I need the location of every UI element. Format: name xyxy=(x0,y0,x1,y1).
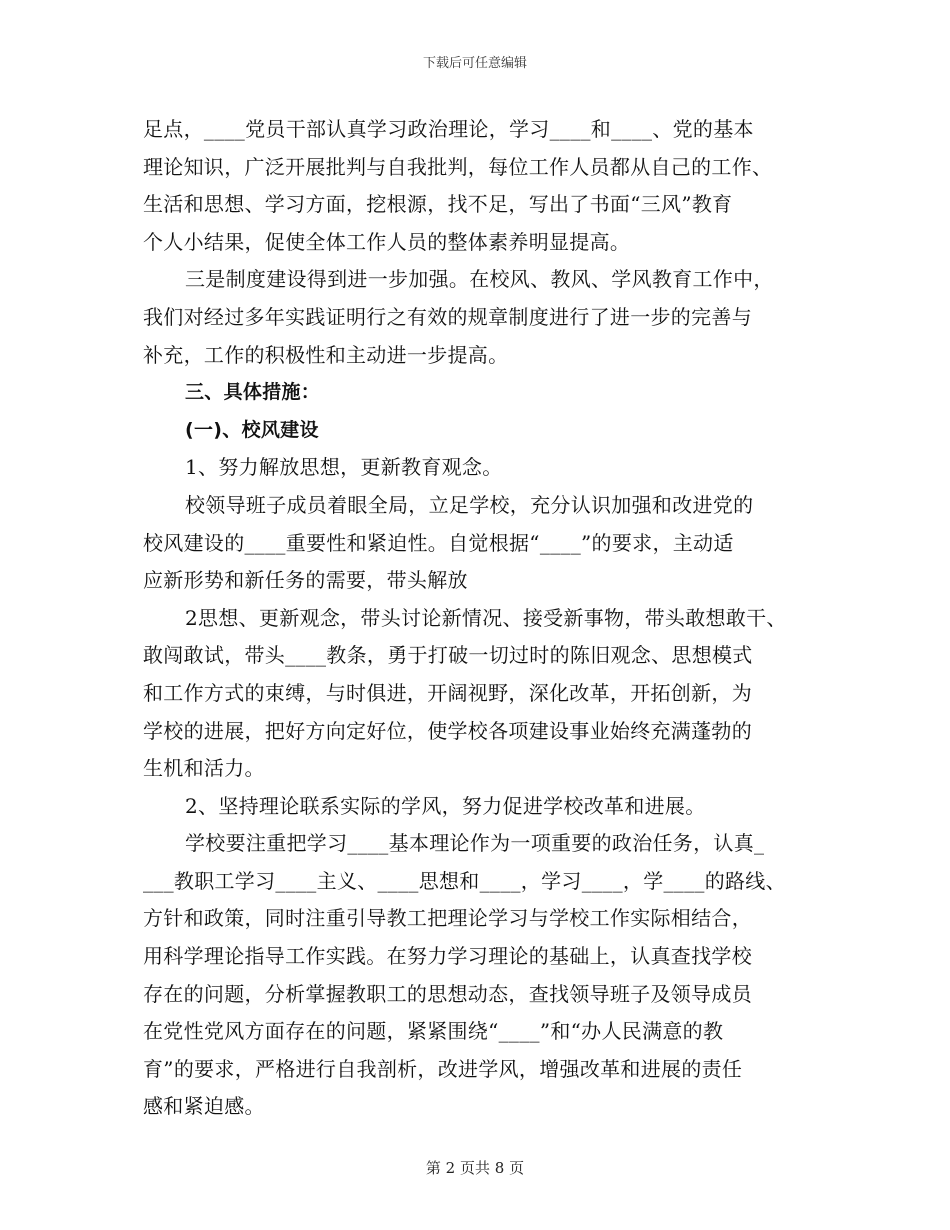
subsection-heading: (一)、校风建设 xyxy=(185,418,319,441)
paragraph-line: 用科学理论指导工作实践。在努力学习理论的基础上，认真查找学校 xyxy=(143,944,752,969)
paragraph-line: 2思想、更新观念，带头讨论新情况、接受新事物，带头敢想敢干、 xyxy=(185,605,787,630)
paragraph-line: 三是制度建设得到进一步加强。在校风、教风、学风教育工作中， xyxy=(185,267,774,292)
paragraph-line: 生机和活力。 xyxy=(143,756,265,781)
section-heading: 三、具体措施： xyxy=(185,381,321,404)
paragraph-line: 理论知识，广泛开展批判与自我批判，每位工作人员都从自己的工作、 xyxy=(143,154,773,179)
paragraph-line: 我们对经过多年实践证明行之有效的规章制度进行了进一步的完善与 xyxy=(143,304,752,329)
paragraph-line: 补充，工作的积极性和主动进一步提高。 xyxy=(143,342,509,367)
paragraph-line: 存在的问题，分析掌握教职工的思想动态，查找领导班子及领导成员 xyxy=(143,981,752,1006)
paragraph-line: 感和紧迫感。 xyxy=(143,1094,265,1119)
document-body xyxy=(143,111,823,1126)
paragraph-line: 育”的要求，严格进行自我剖析，改进学风，增强改革和进展的责任 xyxy=(143,1056,743,1081)
paragraph-line: 生活和思想、学习方面，挖根源，找不足，写出了书面“三风”教育 xyxy=(143,192,733,217)
paragraph-line: 应新形势和新任务的需要，带头解放 xyxy=(143,568,468,593)
paragraph-line: 个人小结果，促使全体工作人员的整体素养明显提高。 xyxy=(143,229,631,254)
paragraph-line: 学校要注重把学习____基本理论作为一项重要的政治任务，认真_ xyxy=(185,831,765,856)
paragraph-line: ___教职工学习____主义、____思想和____，学习____，学____的路线、 xyxy=(143,868,786,893)
page-footer: 第 2 页共 8 页 xyxy=(425,1159,525,1177)
paragraph-line: 校风建设的____重要性和紧迫性。自觉根据“____”的要求，主动适 xyxy=(143,530,734,555)
paragraph-line: 敢闯敢试，带头____教条，勇于打破一切过时的陈旧观念、思想模式 xyxy=(143,643,753,668)
page-header: 下载后可任意编辑 xyxy=(422,56,527,71)
paragraph-line: 校领导班子成员着眼全局，立足学校，充分认识加强和改进党的 xyxy=(185,492,754,517)
paragraph-line: 学校的进展，把好方向定好位，使学校各项建设事业始终充满蓬勃的 xyxy=(143,718,752,743)
paragraph-line: 和工作方式的束缚，与时俱进，开阔视野，深化改革，开拓创新，为 xyxy=(143,680,752,705)
item-heading: 1、努力解放思想，更新教育观念。 xyxy=(185,455,503,480)
paragraph-line: 方针和政策，同时注重引导教工把理论学习与学校工作实际相结合， xyxy=(143,906,752,931)
paragraph-line: 在党性党风方面存在的问题，紧紧围绕“____”和“办人民满意的教 xyxy=(143,1019,724,1044)
item-heading: 2、坚持理论联系实际的学风，努力促进学校改革和进展。 xyxy=(185,793,706,818)
paragraph-line: 足点，____党员干部认真学习政治理论，学习____和____、党的基本 xyxy=(143,117,754,141)
